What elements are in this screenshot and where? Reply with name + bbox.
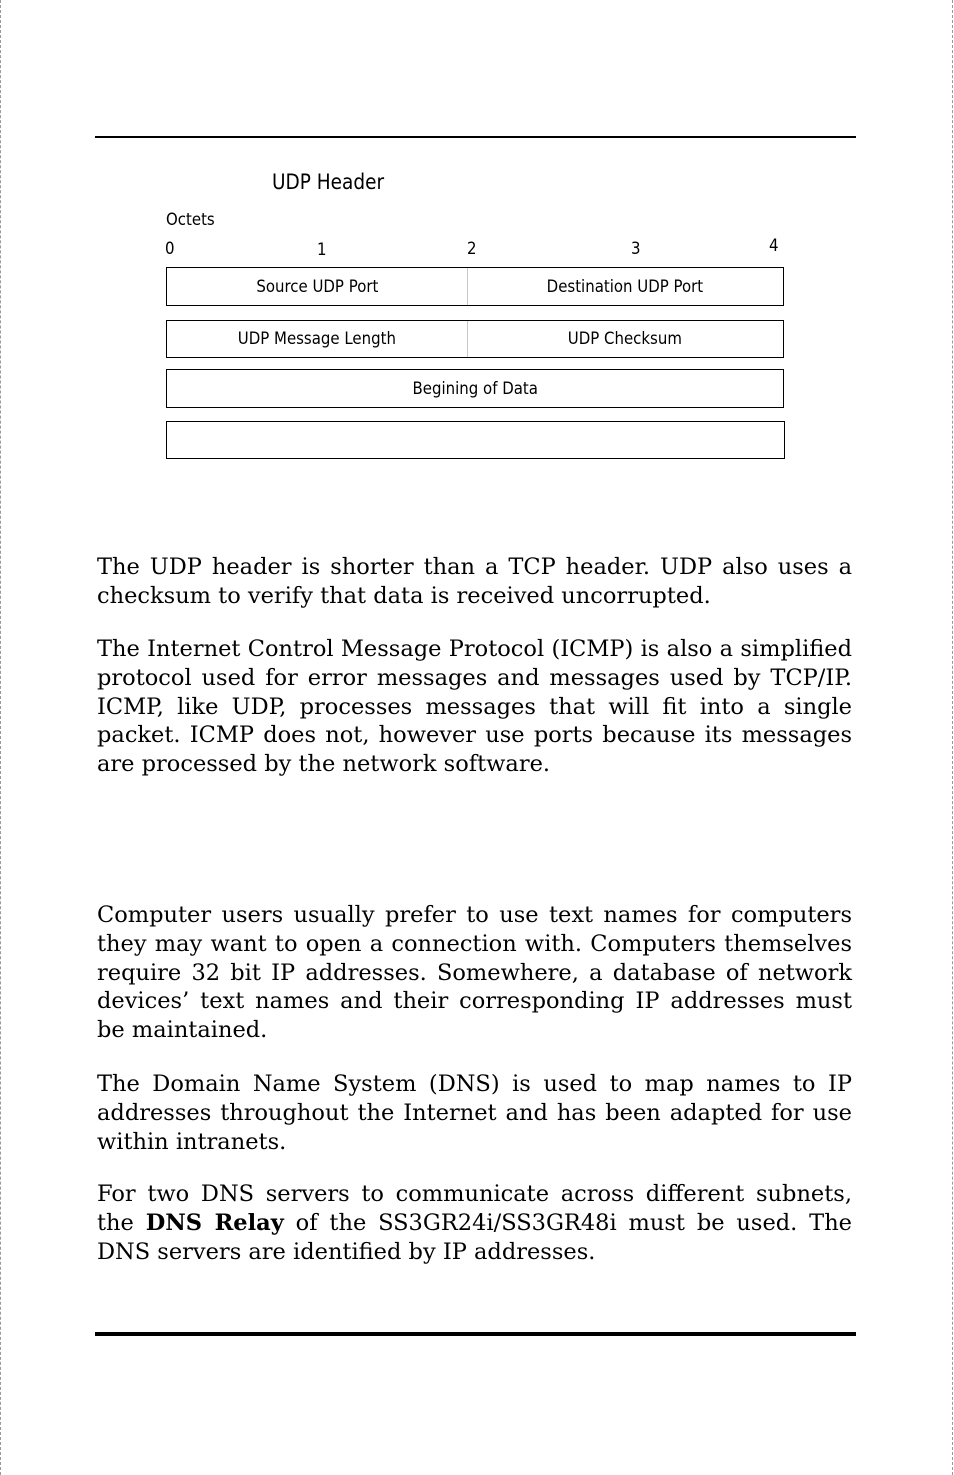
octet-tick-2: 2 [467, 239, 477, 259]
paragraph-dns-relay [97, 1180, 852, 1266]
header-row-ports [166, 267, 784, 306]
octets-label: Octets [166, 210, 215, 230]
paragraph-dns: The Domain Name System (DNS) is used to map names to IP addresses throughout the Internet and has been adapted for use within intranets. [97, 1071, 852, 1155]
destination-port-field [467, 268, 783, 305]
destination-port-label: Destination UDP Port [546, 276, 704, 297]
page-edge-right [952, 0, 953, 1475]
source-port-label: Source UDP Port [255, 276, 379, 297]
header-rule [95, 136, 856, 138]
paragraph-udp-summary: The UDP header is shorter than a TCP header. UDP also uses a checksum to verify that data is received uncorrupted. [97, 554, 852, 609]
header-row-data-continued [166, 421, 785, 459]
checksum-field [467, 321, 783, 357]
octet-tick-4: 4 [769, 236, 779, 256]
octet-tick-1: 1 [317, 240, 327, 260]
paragraph-text-names: Computer users usually prefer to use text names for computers they may want to open a connection with. Computers themselves require 32 bit IP addresses. Somewhere, a database of network devices’ text names and their corresponding IP addresses must be maintained. [97, 902, 852, 1044]
header-row-data-start [166, 369, 784, 408]
page-edge-left [0, 0, 1, 1475]
dns-relay-text-before: For two DNS servers to communicate across different subnets, the [97, 1181, 852, 1236]
source-port-field [167, 268, 467, 305]
octet-tick-0: 0 [165, 239, 175, 259]
header-row-length-checksum [166, 320, 784, 358]
message-length-label: UDP Message Length [237, 329, 397, 349]
dns-relay-term: DNS Relay [145, 1209, 284, 1236]
footer-rule [95, 1332, 856, 1336]
dns-relay-text-after: of the SS3GR24i/SS3GR48i must be used. The DNS servers are identified by IP addresses. [97, 1209, 852, 1265]
data-start-label: Begining of Data [412, 378, 538, 399]
checksum-label: UDP Checksum [567, 329, 683, 349]
octet-tick-3: 3 [631, 239, 641, 259]
diagram-title: UDP Header [272, 170, 385, 194]
data-start-field [167, 370, 783, 407]
message-length-field [167, 321, 467, 357]
paragraph-icmp: The Internet Control Message Protocol (ICMP) is also a simplified protocol used for error messages and messages used by TCP/IP. ICMP, like UDP, processes messages that will fit into a single packet. ICMP does not, however use ports because its messages are processed by the network software. [97, 636, 852, 778]
